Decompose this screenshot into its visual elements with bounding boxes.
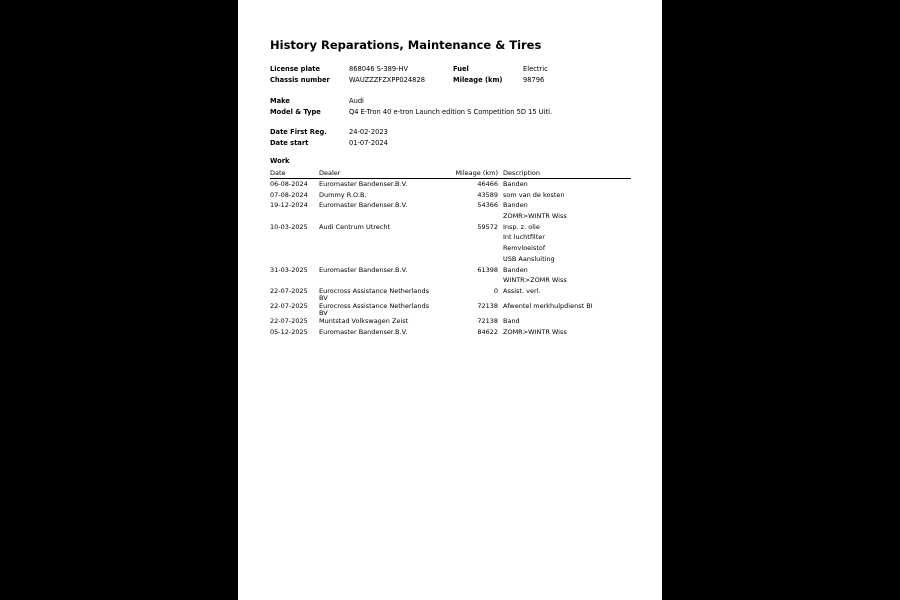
row-mileage: 0 (493, 286, 498, 295)
row-description (503, 318, 631, 329)
description-line: Band (503, 316, 520, 325)
first-reg-label: Date First Reg. (270, 128, 327, 136)
work-table (270, 169, 631, 339)
row-date: 06-08-2024 (270, 180, 308, 188)
make-value: Audi (349, 97, 364, 105)
row-description (503, 288, 631, 303)
row-dealer: Dummy R.O.B. (319, 190, 367, 199)
row-dealer: Muntstad Volkswagen Zeist (319, 316, 409, 325)
document-page (238, 0, 662, 600)
model-label: Model & Type (270, 108, 321, 116)
row-date: 07-08-2024 (270, 190, 308, 199)
row-mileage: 61398 (477, 265, 498, 274)
row-dealer: Euromaster Bandenser.B.V. (319, 201, 408, 210)
description-line: USB Aansluiting (503, 254, 555, 263)
row-description (503, 224, 631, 267)
table-row (270, 303, 631, 318)
column-header-dealer: Dealer (319, 169, 434, 179)
description-line: som van de kosten (503, 190, 565, 199)
description-line: Assist. verl. (503, 286, 541, 295)
description-line: Insp. z. olie (503, 222, 540, 231)
row-description (503, 179, 631, 192)
row-description (503, 202, 631, 223)
table-row (270, 179, 631, 192)
model-value: Q4 E-Tron 40 e-tron Launch edition S Competition 5D 15 Uitl. (349, 108, 553, 116)
table-row (270, 329, 631, 340)
table-row (270, 202, 631, 223)
mileage-value: 98796 (523, 76, 545, 84)
row-dealer: Euromaster Bandenser.B.V. (319, 180, 408, 188)
description-line: ZOMR>WINTR Wiss (503, 212, 567, 221)
row-mileage: 54366 (477, 201, 498, 210)
row-date: 31-03-2025 (270, 265, 308, 274)
row-mileage: 46466 (477, 180, 498, 188)
chassis-value: WAUZZZFZXPP024828 (349, 76, 425, 84)
row-dealer: Audi Centrum Utrecht (319, 222, 391, 231)
description-line: WINTR>ZOMR Wiss (503, 276, 567, 285)
work-heading: Work (270, 157, 290, 165)
column-header-description: Description (503, 169, 631, 179)
description-line: Afwentel merkhulpdienst BI (503, 301, 593, 310)
license-plate-value: 868046 S-389-HV (349, 65, 409, 73)
row-date: 22-07-2025 (270, 301, 308, 310)
license-plate-label: License plate (270, 65, 320, 73)
date-start-label: Date start (270, 139, 309, 147)
row-mileage: 59572 (477, 222, 498, 231)
page-title: History Reparations, Maintenance & Tires (270, 38, 542, 52)
row-description (503, 329, 631, 340)
description-line: Int luchtfilter (503, 233, 545, 242)
table-row (270, 224, 631, 267)
row-description (503, 303, 631, 318)
column-header-mileage: Mileage (km) (434, 169, 503, 179)
fuel-value: Electric (523, 65, 548, 73)
row-dealer: Euromaster Bandenser.B.V. (319, 265, 408, 274)
work-table-body (270, 179, 631, 340)
row-mileage: 72138 (477, 301, 498, 310)
row-dealer: Euromaster Bandenser.B.V. (319, 327, 408, 336)
table-row (270, 318, 631, 329)
row-date: 05-12-2025 (270, 327, 308, 336)
description-line: Banden (503, 201, 528, 210)
table-row (270, 288, 631, 303)
description-line: Banden (503, 180, 528, 188)
row-mileage: 72138 (477, 316, 498, 325)
row-dealer: Eurocross Assistance Netherlands BV (319, 301, 429, 318)
description-line: Remvloeistof (503, 244, 546, 253)
row-description (503, 267, 631, 288)
first-reg-value: 24-02-2023 (349, 128, 388, 136)
date-start-value: 01-07-2024 (349, 139, 388, 147)
description-line: ZOMR>WINTR Wiss (503, 327, 567, 336)
column-header-date: Date (270, 169, 319, 179)
row-mileage: 84622 (477, 327, 498, 336)
description-line: Banden (503, 265, 528, 274)
row-dealer: Eurocross Assistance Netherlands BV (319, 286, 429, 303)
make-label: Make (270, 97, 290, 105)
table-row (270, 267, 631, 288)
row-date: 22-07-2025 (270, 316, 308, 325)
work-table-header (270, 169, 631, 179)
chassis-label: Chassis number (270, 76, 330, 84)
row-date: 22-07-2025 (270, 286, 308, 295)
fuel-label: Fuel (453, 65, 469, 73)
row-date: 10-03-2025 (270, 222, 308, 231)
row-date: 19-12-2024 (270, 201, 308, 210)
row-mileage: 43589 (477, 190, 498, 199)
mileage-label: Mileage (km) (453, 76, 503, 84)
